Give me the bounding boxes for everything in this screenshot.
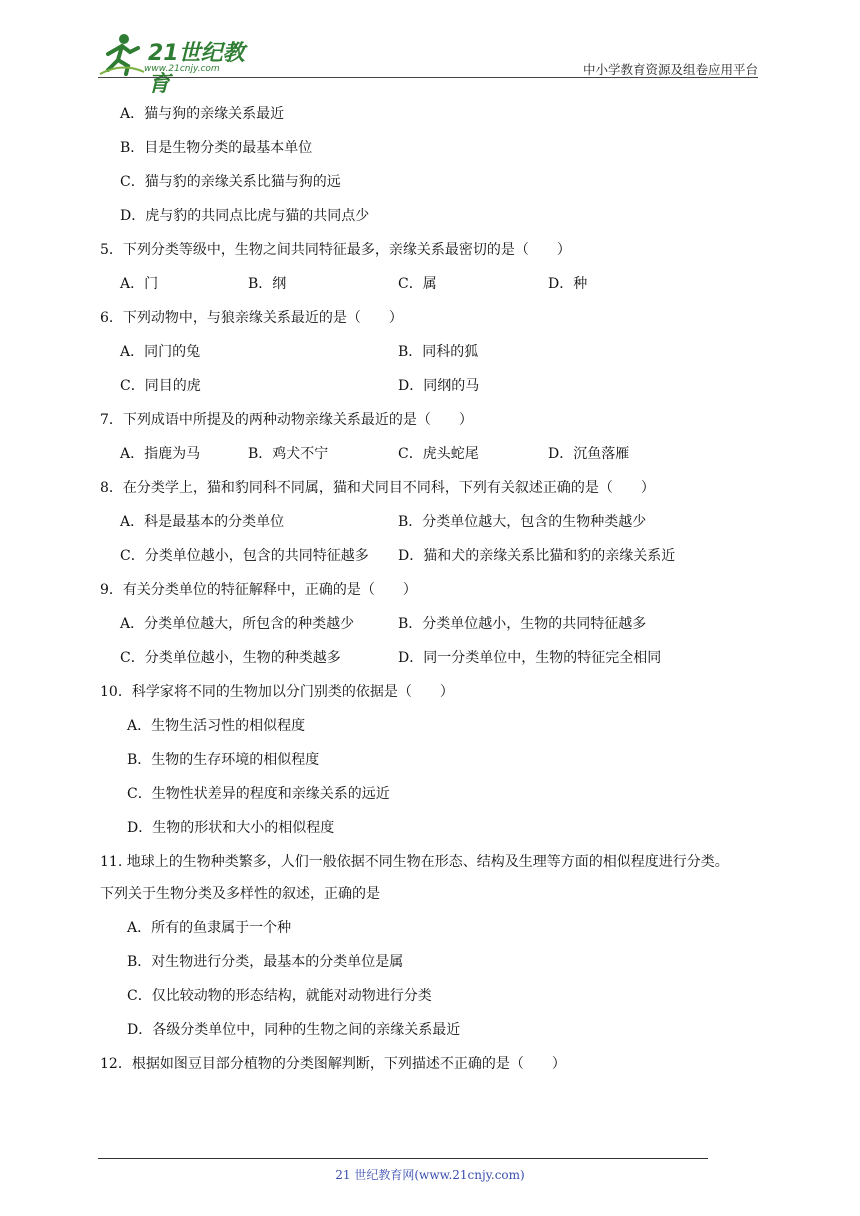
q4-option-c: C．猫与豹的亲缘关系比猫与狗的远	[120, 174, 341, 190]
q10-option-d: D．生物的形状和大小的相似程度	[127, 820, 335, 836]
q7-stem: 7．下列成语中所提及的两种动物亲缘关系最近的是（ ）	[100, 412, 473, 428]
q11-option-a: A．所有的鱼隶属于一个种	[127, 920, 292, 936]
q7-option-b: B．鸡犬不宁	[248, 446, 329, 462]
q7-option-a: A．指鹿为马	[120, 446, 201, 462]
q4-option-d: D．虎与豹的共同点比虎与猫的共同点少	[120, 208, 370, 224]
q9-option-b: B．分类单位越小，生物的共同特征越多	[398, 616, 647, 632]
q9-option-d: D．同一分类单位中，生物的特征完全相同	[398, 650, 662, 666]
q4-option-b: B．目是生物分类的最基本单位	[120, 140, 313, 156]
q11-option-b: B．对生物进行分类，最基本的分类单位是属	[127, 954, 404, 970]
q6-stem: 6．下列动物中，与狼亲缘关系最近的是（ ）	[100, 310, 403, 326]
q6-option-d: D．同纲的马	[398, 378, 480, 394]
q4-option-a: A．猫与狗的亲缘关系最近	[120, 106, 285, 122]
q11-stem-line1: 11. 地球上的生物种类繁多，人们一般依据不同生物在形态、结构及生理等方面的相似程度进行分类。	[100, 854, 729, 870]
q7-option-c: C．虎头蛇尾	[398, 446, 479, 462]
logo-title: 21世纪教育	[148, 41, 245, 97]
q10-option-c: C．生物性状差异的程度和亲缘关系的远近	[127, 786, 390, 802]
runner-logo-icon	[98, 32, 146, 76]
q5-stem: 5．下列分类等级中，生物之间共同特征最多，亲缘关系最密切的是（ ）	[100, 242, 571, 258]
site-logo	[98, 32, 258, 97]
q8-option-c: C．分类单位越小，包含的共同特征越多	[120, 548, 369, 564]
q7-option-d: D．沉鱼落雁	[548, 446, 630, 462]
q9-option-a: A．分类单位越大，所包含的种类越少	[120, 616, 355, 632]
q5-option-a: A．门	[120, 276, 159, 292]
q5-option-b: B．纲	[248, 276, 287, 292]
page-header	[98, 28, 758, 97]
q11-option-c: C．仅比较动物的形态结构，就能对动物进行分类	[127, 988, 432, 1004]
q10-option-b: B．生物的生存环境的相似程度	[127, 752, 320, 768]
q6-option-b: B．同科的狐	[398, 344, 479, 360]
q11-stem-line2: 下列关于生物分类及多样性的叙述，正确的是	[100, 886, 380, 902]
logo-url: www.21cnjy.com	[144, 64, 220, 74]
q8-option-a: A．科是最基本的分类单位	[120, 514, 285, 530]
q5-option-c: C．属	[398, 276, 437, 292]
q5-option-d: D．种	[548, 276, 588, 292]
q6-option-c: C．同目的虎	[120, 378, 201, 394]
footer-link[interactable]: 21 世纪教育网(www.21cnjy.com)	[335, 1168, 525, 1182]
q6-option-a: A．同门的兔	[120, 344, 201, 360]
footer-divider	[98, 1158, 708, 1159]
q11-option-d: D．各级分类单位中，同种的生物之间的亲缘关系最近	[127, 1022, 461, 1038]
q12-stem: 12．根据如图豆目部分植物的分类图解判断，下列描述不正确的是（ ）	[100, 1056, 566, 1072]
q8-stem: 8．在分类学上，猫和豹同科不同属，猫和犬同目不同科，下列有关叙述正确的是（ ）	[100, 480, 655, 496]
q10-option-a: A．生物生活习性的相似程度	[127, 718, 306, 734]
q10-stem: 10．科学家将不同的生物加以分门别类的依据是（ ）	[100, 684, 454, 700]
q8-option-d: D．猫和犬的亲缘关系比猫和豹的亲缘关系近	[398, 548, 676, 564]
q9-stem: 9．有关分类单位的特征解释中，正确的是（ ）	[100, 582, 417, 598]
header-divider	[98, 77, 758, 78]
q9-option-c: C．分类单位越小，生物的种类越多	[120, 650, 341, 666]
q8-option-b: B．分类单位越大，包含的生物种类越少	[398, 514, 647, 530]
platform-name: 中小学教育资源及组卷应用平台	[582, 62, 758, 77]
